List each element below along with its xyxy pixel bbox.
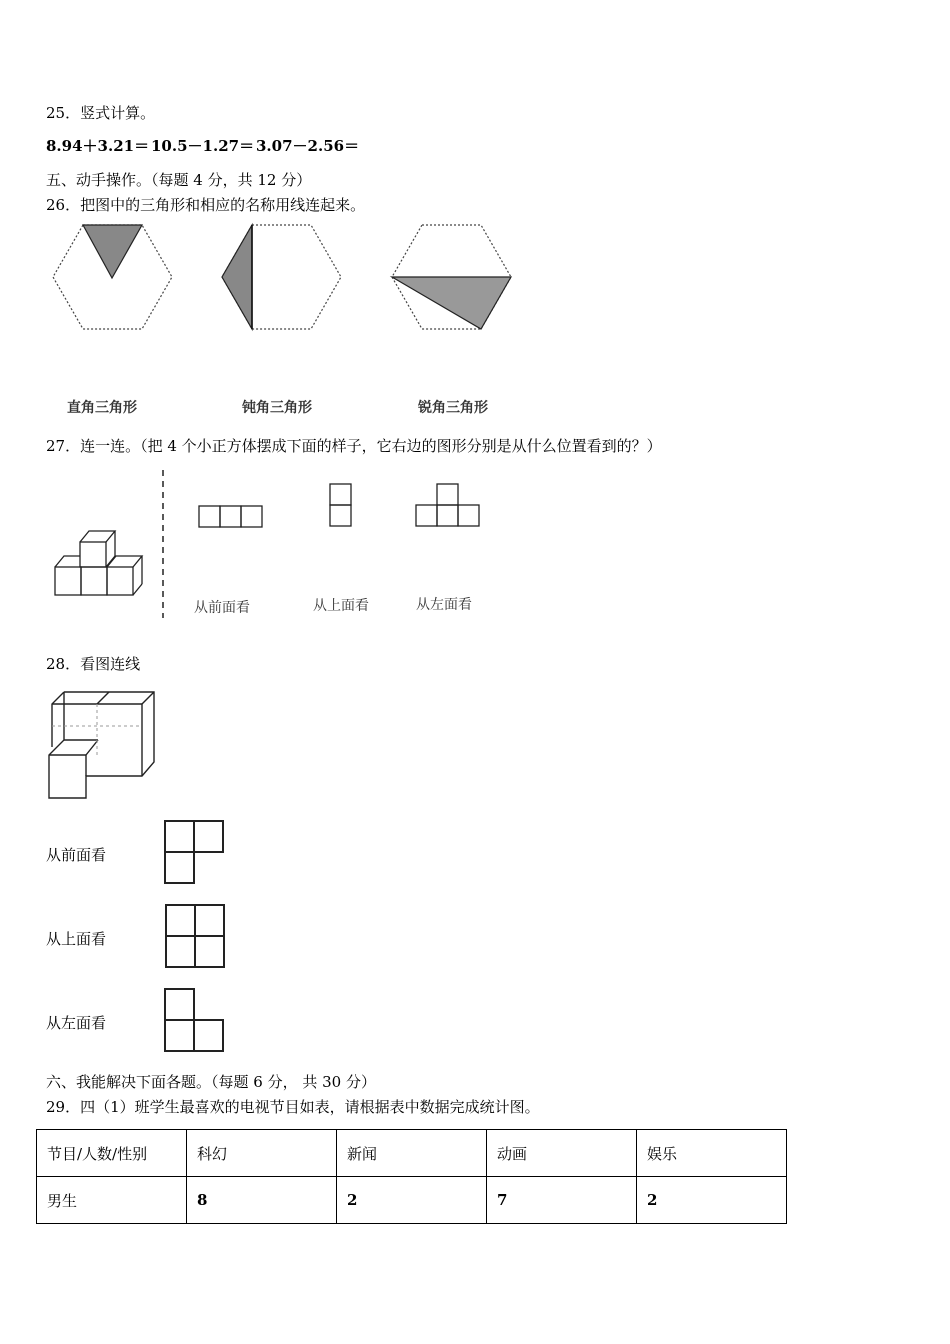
q28-view-option-1 [164,820,224,884]
q28-view-option-3 [164,988,224,1052]
table-header-cell: 娱乐 [637,1130,787,1177]
q28-view-option-2 [164,903,226,969]
q27-view-top [329,483,355,529]
table-cell: 7 [487,1177,637,1224]
table-header-cell: 节目/人数/性别 [37,1130,187,1177]
q27-view-front [198,505,268,529]
table-cell: 8 [187,1177,337,1224]
q26-title: 26．把图中的三角形和相应的名称用线连起来。 [46,196,366,214]
section-5-title: 五、动手操作。（每题 4 分，共 12 分） [46,171,312,189]
q27-label-left: 从左面看 [416,597,472,613]
table-cell: 2 [337,1177,487,1224]
label-obtuse-triangle: 钝角三角形 [242,400,312,416]
table-header-cell: 科幻 [187,1130,337,1177]
hexagon-figure-2 [221,222,351,332]
q28-title: 28．看图连线 [46,655,141,673]
q25-title: 25．竖式计算。 [46,104,156,122]
tv-program-table [36,1129,787,1224]
q28-solid-figure [46,688,158,804]
q27-label-front: 从前面看 [194,600,250,616]
table-cell: 男生 [37,1177,187,1224]
table-row [37,1177,787,1224]
hexagon-figure-3 [391,222,521,332]
hexagon-figure-1 [52,222,182,332]
q29-title: 29．四（1）班学生最喜欢的电视节目如表，请根据表中数据完成统计图。 [46,1098,540,1116]
q27-cube-stack [53,528,153,603]
q27-view-left [415,483,485,529]
q28-label-top: 从上面看 [46,930,107,948]
section-6-title: 六、我能解决下面各题。（每题 6 分， 共 30 分） [46,1073,376,1091]
q28-label-left: 从左面看 [46,1014,107,1032]
q25-expression-1: 8.94＋3.21＝ [46,137,150,155]
q25-expression-2: 10.5－1.27＝ [151,137,255,155]
shaded-triangle [222,225,252,329]
label-acute-triangle: 锐角三角形 [418,400,488,416]
label-right-triangle: 直角三角形 [67,400,137,416]
table-header-cell: 新闻 [337,1130,487,1177]
shaded-triangle [83,225,142,278]
table-header-cell: 动画 [487,1130,637,1177]
q27-label-top: 从上面看 [313,598,369,614]
dashed-divider [161,470,165,618]
q27-title: 27．连一连。（把 4 个小正方体摆成下面的样子，它右边的图形分别是从什么位置看到的？） [46,437,662,455]
table-cell: 2 [637,1177,787,1224]
q28-label-front: 从前面看 [46,846,107,864]
shaded-triangle [392,277,511,329]
table-header-row [37,1130,787,1177]
q25-expression-3: 3.07－2.56＝ [256,137,360,155]
